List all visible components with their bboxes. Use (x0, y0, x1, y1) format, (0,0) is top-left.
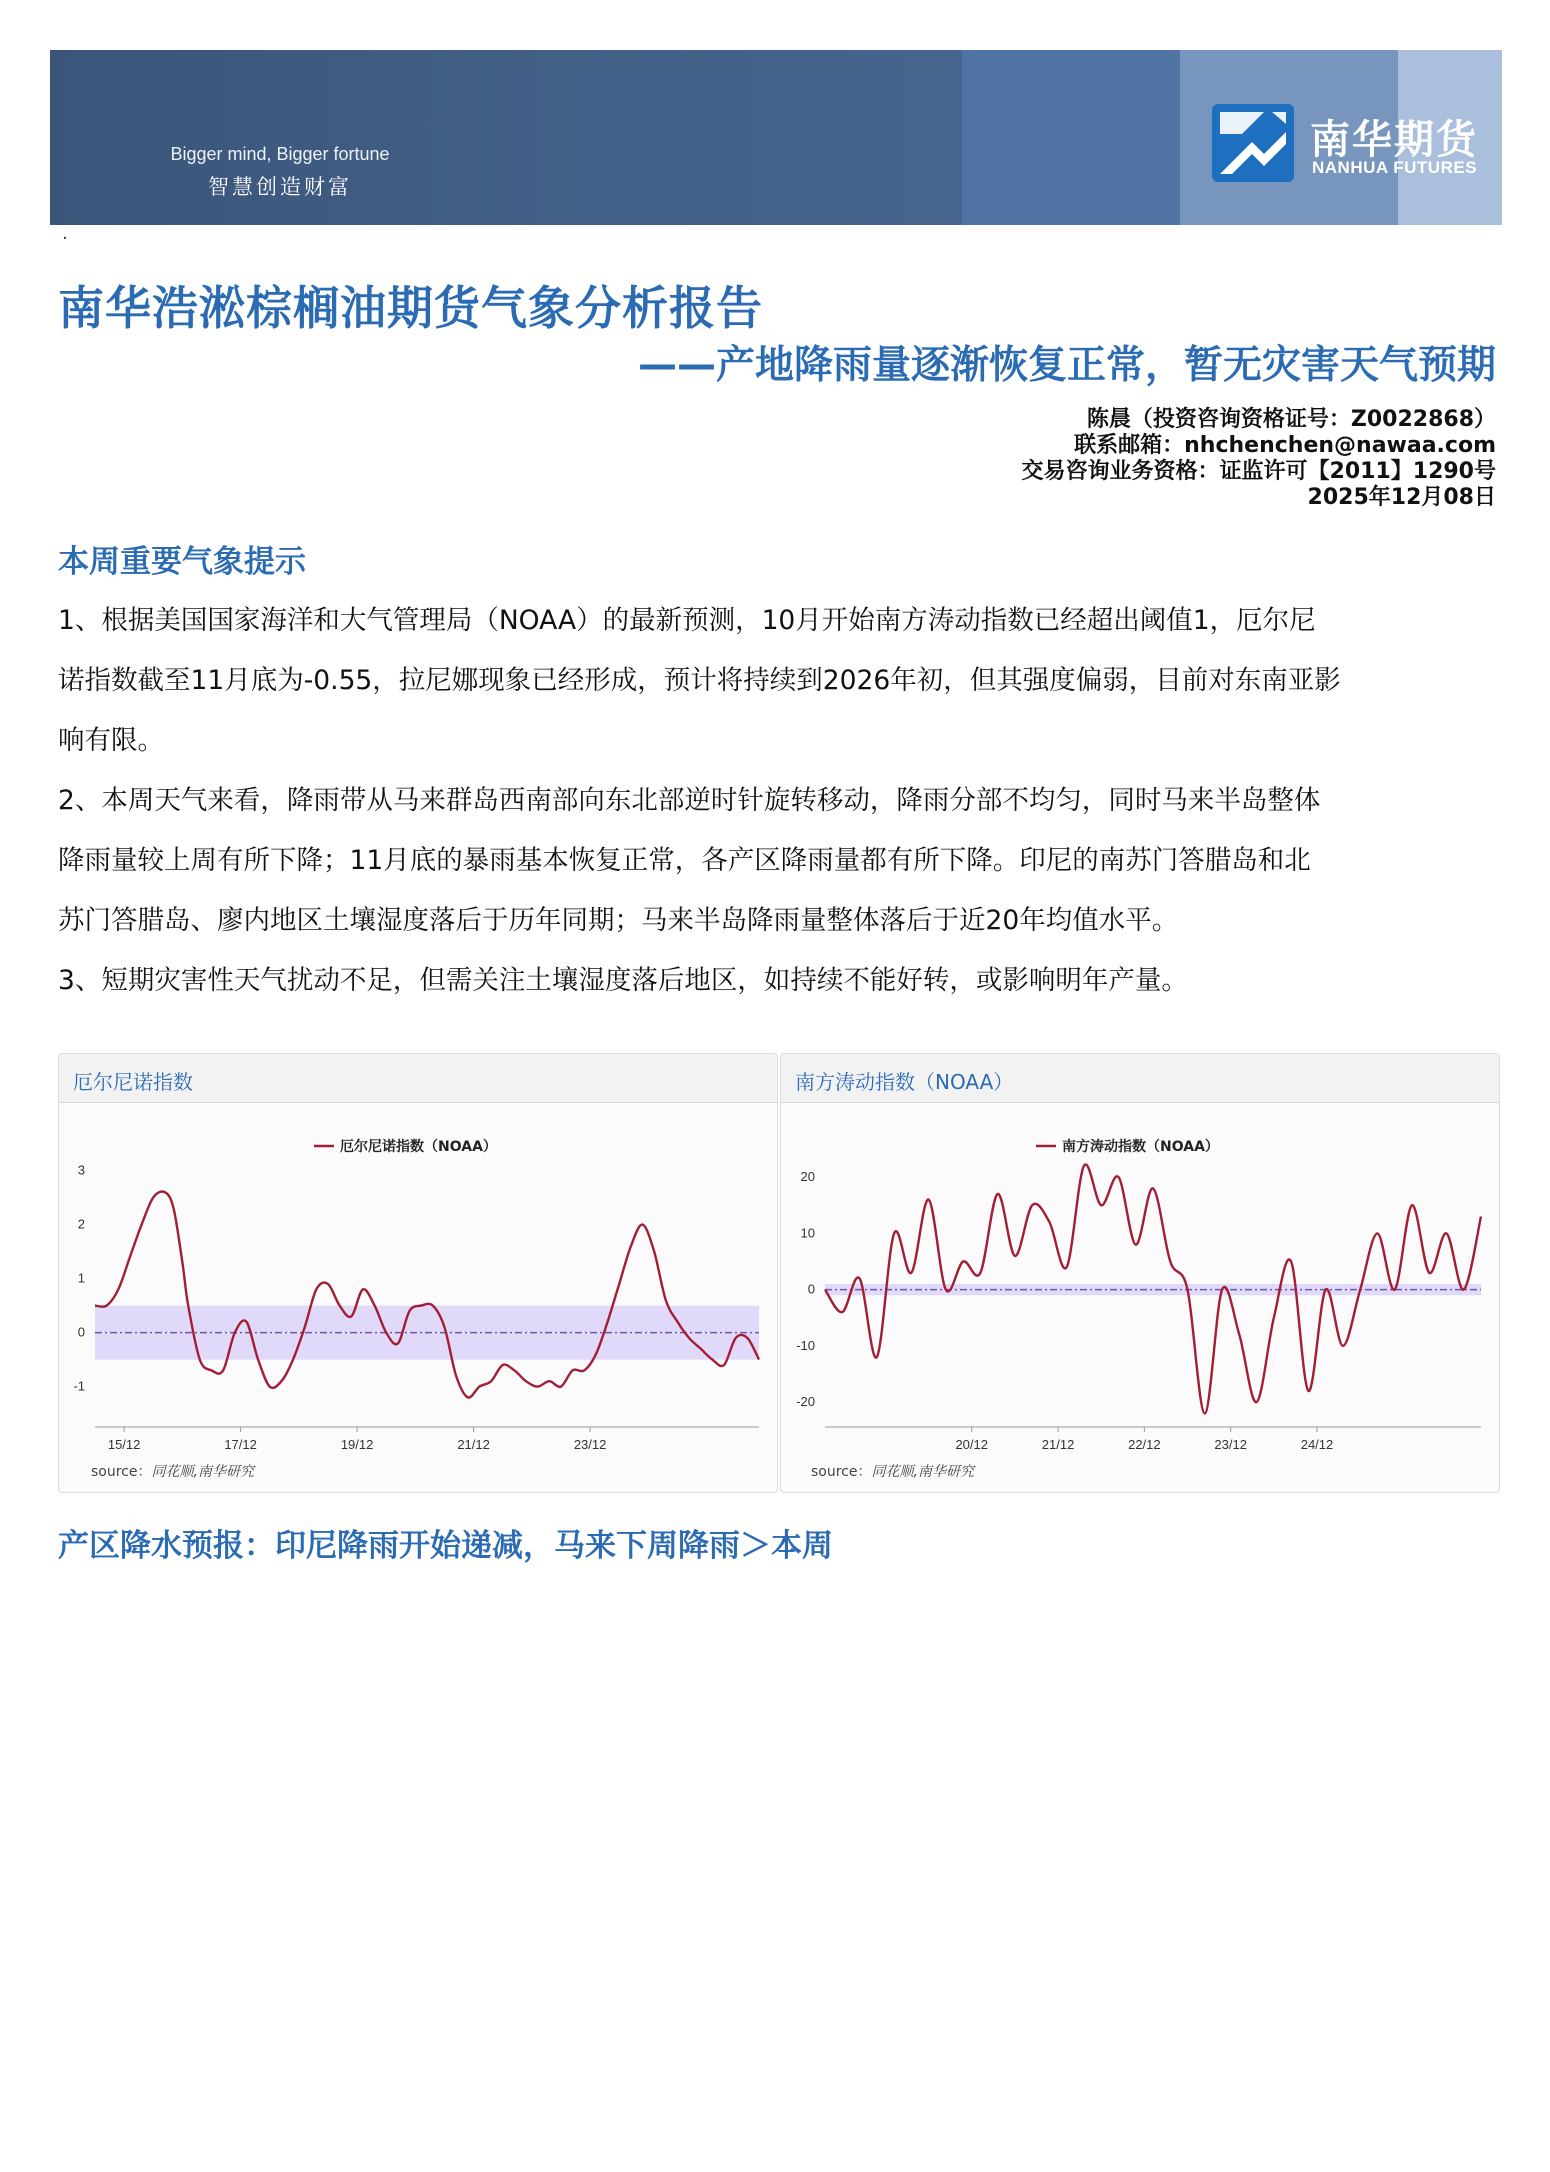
paragraph-1-line: 响有限。 (58, 725, 164, 756)
chart-source (811, 1461, 974, 1481)
series-line (95, 1192, 759, 1398)
x-tick-label: 19/12 (340, 1437, 374, 1452)
source-text: 同花顺,南华研究 (151, 1464, 254, 1480)
paragraph-1 (58, 591, 1498, 771)
x-tick-label: 21/12 (1041, 1437, 1075, 1452)
y-tick-label: -20 (796, 1394, 815, 1410)
date-line: 2025年12月08日 (1307, 485, 1496, 510)
legend-label: 厄尔尼诺指数（NOAA） (340, 1139, 497, 1155)
y-tick-label: 10 (800, 1225, 815, 1241)
source-label: source： (811, 1464, 872, 1480)
paragraph-3-line: 3、短期灾害性天气扰动不足，但需关注土壤湿度落后地区，如持续不能好转，或影响明年产量。 (58, 965, 1188, 996)
paragraph-2-line: 2、本周天气来看，降雨带从马来群岛西南部向东北部逆时针旋转移动，降雨分部不均匀，同时马来半岛整体 (58, 785, 1321, 816)
legend-label: 南方涛动指数（NOAA） (1062, 1139, 1219, 1155)
paragraph-2-line: 降雨量较上周有所下降；11月底的暴雨基本恢复正常，各产区降雨量都有所下降。印尼的南苏门答腊岛和北 (58, 845, 1311, 876)
paragraph-2-line: 苏门答腊岛、廖内地区土壤湿度落后于历年同期；马来半岛降雨量整体落后于近20年均值水平。 (58, 905, 1179, 936)
chart-source (91, 1461, 254, 1481)
x-tick-label: 23/12 (573, 1437, 607, 1452)
chart-panel-title: 南方涛动指数（NOAA） (795, 1070, 1014, 1094)
banner-band-mid (962, 50, 1180, 225)
paragraph-1-line: 诺指数截至11月底为-0.55，拉尼娜现象已经形成，预计将持续到2026年初，但其强度偏弱，目前对东南亚影 (58, 665, 1341, 696)
logo-text-english: NANHUA FUTURES (1312, 158, 1478, 177)
logo-text-chinese: 南华期货 (1310, 117, 1478, 163)
x-tick-label: 21/12 (457, 1437, 490, 1452)
y-tick-label: 2 (77, 1216, 85, 1232)
y-tick-label: 1 (77, 1270, 85, 1286)
y-tick-label: 0 (807, 1281, 815, 1297)
x-tick-label: 17/12 (224, 1437, 257, 1452)
x-tick-label: 15/12 (107, 1437, 141, 1452)
slogan-english: Bigger mind, Bigger fortune (170, 144, 390, 164)
y-tick-label: 20 (800, 1169, 815, 1185)
report-title: 南华浩淞棕榈油期货气象分析报告 (58, 281, 763, 335)
chart-panel-title: 厄尔尼诺指数 (73, 1070, 193, 1094)
stray-dot: · (62, 228, 68, 249)
x-tick-label: 22/12 (1128, 1437, 1161, 1452)
x-tick-label: 24/12 (1300, 1437, 1334, 1452)
source-text: 同花顺,南华研究 (871, 1464, 974, 1480)
paragraph-3 (58, 951, 1498, 1011)
section-heading-precip-forecast: 产区降水预报：印尼降雨开始递减，马来下周降雨＞本周 (58, 1528, 833, 1564)
license-line: 交易咨询业务资格：证监许可【2011】1290号 (1021, 459, 1496, 484)
source-label: source： (91, 1464, 152, 1480)
enso-line-chart (59, 1104, 777, 1459)
soi-line-chart (781, 1104, 1499, 1459)
y-tick-label: -10 (796, 1337, 815, 1353)
y-tick-label: -1 (73, 1378, 85, 1394)
chart-panel-soi (780, 1053, 1500, 1493)
chart-panel-header (781, 1054, 1499, 1103)
section-heading-weather-tips: 本周重要气象提示 (58, 544, 306, 580)
email-line: 联系邮箱：nhchenchen@nawaa.com (1074, 433, 1496, 458)
y-tick-label: 3 (77, 1162, 85, 1178)
header-banner (50, 50, 1502, 225)
paragraph-1-line: 1、根据美国国家海洋和大气管理局（NOAA）的最新预测，10月开始南方涛动指数已经超出阈值1，厄尔尼 (58, 605, 1316, 636)
paragraph-2 (58, 771, 1498, 951)
nanhua-logo-icon (1212, 104, 1294, 182)
x-tick-label: 23/12 (1214, 1437, 1247, 1452)
chart-panel-header (59, 1054, 777, 1103)
author-line: 陈晨（投资咨询资格证号：Z0022868） (1086, 407, 1496, 432)
x-tick-label: 20/12 (955, 1437, 989, 1452)
y-tick-label: 0 (77, 1324, 85, 1340)
chart-panel-enso (58, 1053, 778, 1493)
slogan-chinese: 智慧创造财富 (208, 175, 352, 199)
report-subtitle: ——产地降雨量逐渐恢复正常，暂无灾害天气预期 (637, 343, 1496, 388)
